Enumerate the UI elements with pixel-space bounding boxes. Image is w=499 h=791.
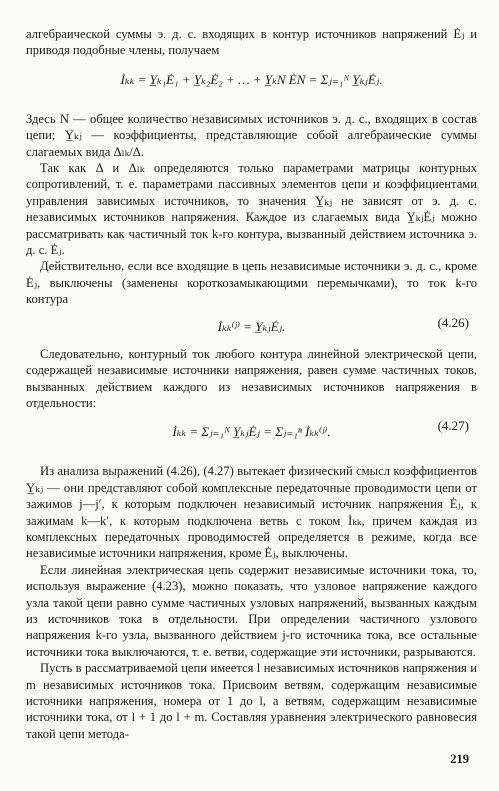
formula-contour-current-sum <box>26 63 477 105</box>
paragraph-4: Действительно, если все входящие в цепь независимые источники э. д. с., кроме Ėⱼ, выключены (заменены короткозамыкающими перемычками), то ток k-го контура <box>26 259 477 307</box>
paragraph-6: Из анализа выражений (4.26), (4.27) вытекает физический смысл коэффициентов Y̲ₖⱼ — они представляют собой комплексные передаточные проводимости цепи от зажимов j—j′, к которым подключен независимый источник напряжения Ėⱼ, к зажимам k—k′, к которым подключена ветвь с током İₖₖ, причем каждая из комплексных передаточных проводимостей определяется в режиме, когда все независимые источники напряжения, кроме Ėⱼ, выключены. <box>26 464 477 561</box>
paragraph-7: Если линейная электрическая цепь содержит независимые источники тока, то, используя выражение (4.23), можно показать, что узловое напряжение каждого узла такой цепи равно сумме частичных узловых напряжений, вызванных каждым из источников тока в отдельности. При определении частичного узлового напряжения k-го узла, вызванного действием j-го источника тока, все остальные источники тока выключаются, т. е. ветви, содержащие эти источники, разрываются. <box>26 562 477 659</box>
equation-number-4-26: (4.26) <box>437 314 469 330</box>
formula-4-26 <box>26 312 477 340</box>
page-number: 219 <box>450 752 469 766</box>
formula-1-text: İₖₖ = Y̲ₖ₁Ė₁ + Y̲ₖ₂Ė₂ + … + Y̲ₖN ĖN = Σⱼ₌₁ᴺ Y̲ₖⱼĖⱼ. <box>120 71 383 87</box>
paragraph-2: Здесь N — общее количество независимых источников э. д. с., входящих в состав цепи; Y̲ₖⱼ — коэффициенты, представляющие собой алгебраические суммы слагаемых вида Δₗₖ/Δ. <box>26 111 477 159</box>
formula-4-27 <box>26 415 477 457</box>
paragraph-1: алгебраической суммы э. д. с. входящих в контур источников напряжений Ėⱼ и приводя подобные члены, получаем <box>26 27 477 58</box>
paragraph-8: Пусть в рассматриваемой цепи имеется l независимых источников напряжения и m независимых источников тока. Присвоим ветвям, содержащим независимые источники напряжения, номера от 1 до l, а ветвям, содержащим независимые источники тока, от l + 1 до l + m. Составляя уравнения электрического равновесия такой цепи метода- <box>26 661 477 741</box>
paragraph-5: Следовательно, контурный ток любого контура линейной электрической цепи, содержащей независимые источники напряжения, равен сумме частичных токов, вызванных действием каждого из независимых источников напряжения в отдельности: <box>26 346 477 410</box>
formula-3-text: İₖₖ = Σⱼ₌₁ᴺ Y̲ₖⱼĖⱼ = Σⱼ₌₁ⁿ İₖₖ⁽ʲ⁾. <box>172 424 331 440</box>
equation-number-4-27: (4.27) <box>437 418 469 434</box>
formula-2-text: İₖₖ⁽ʲ⁾ = Y̲ₖⱼĖⱼ. <box>217 318 286 334</box>
paragraph-3: Так как Δ и Δₗₖ определяются только параметрами матрицы контурных сопротивлений, т. е. параметрами пассивных элементов цепи и коэффициентами управления зависимых источников, то значения Y̲ₖⱼ не зависят от э. д. с. независимых источников напряжения. Каждое из слагаемых вида Y̲ₖⱼĖⱼ можно рассматривать как частичный ток k-го контура, вызванный действием источника э. д. с. Ėⱼ. <box>26 161 477 258</box>
